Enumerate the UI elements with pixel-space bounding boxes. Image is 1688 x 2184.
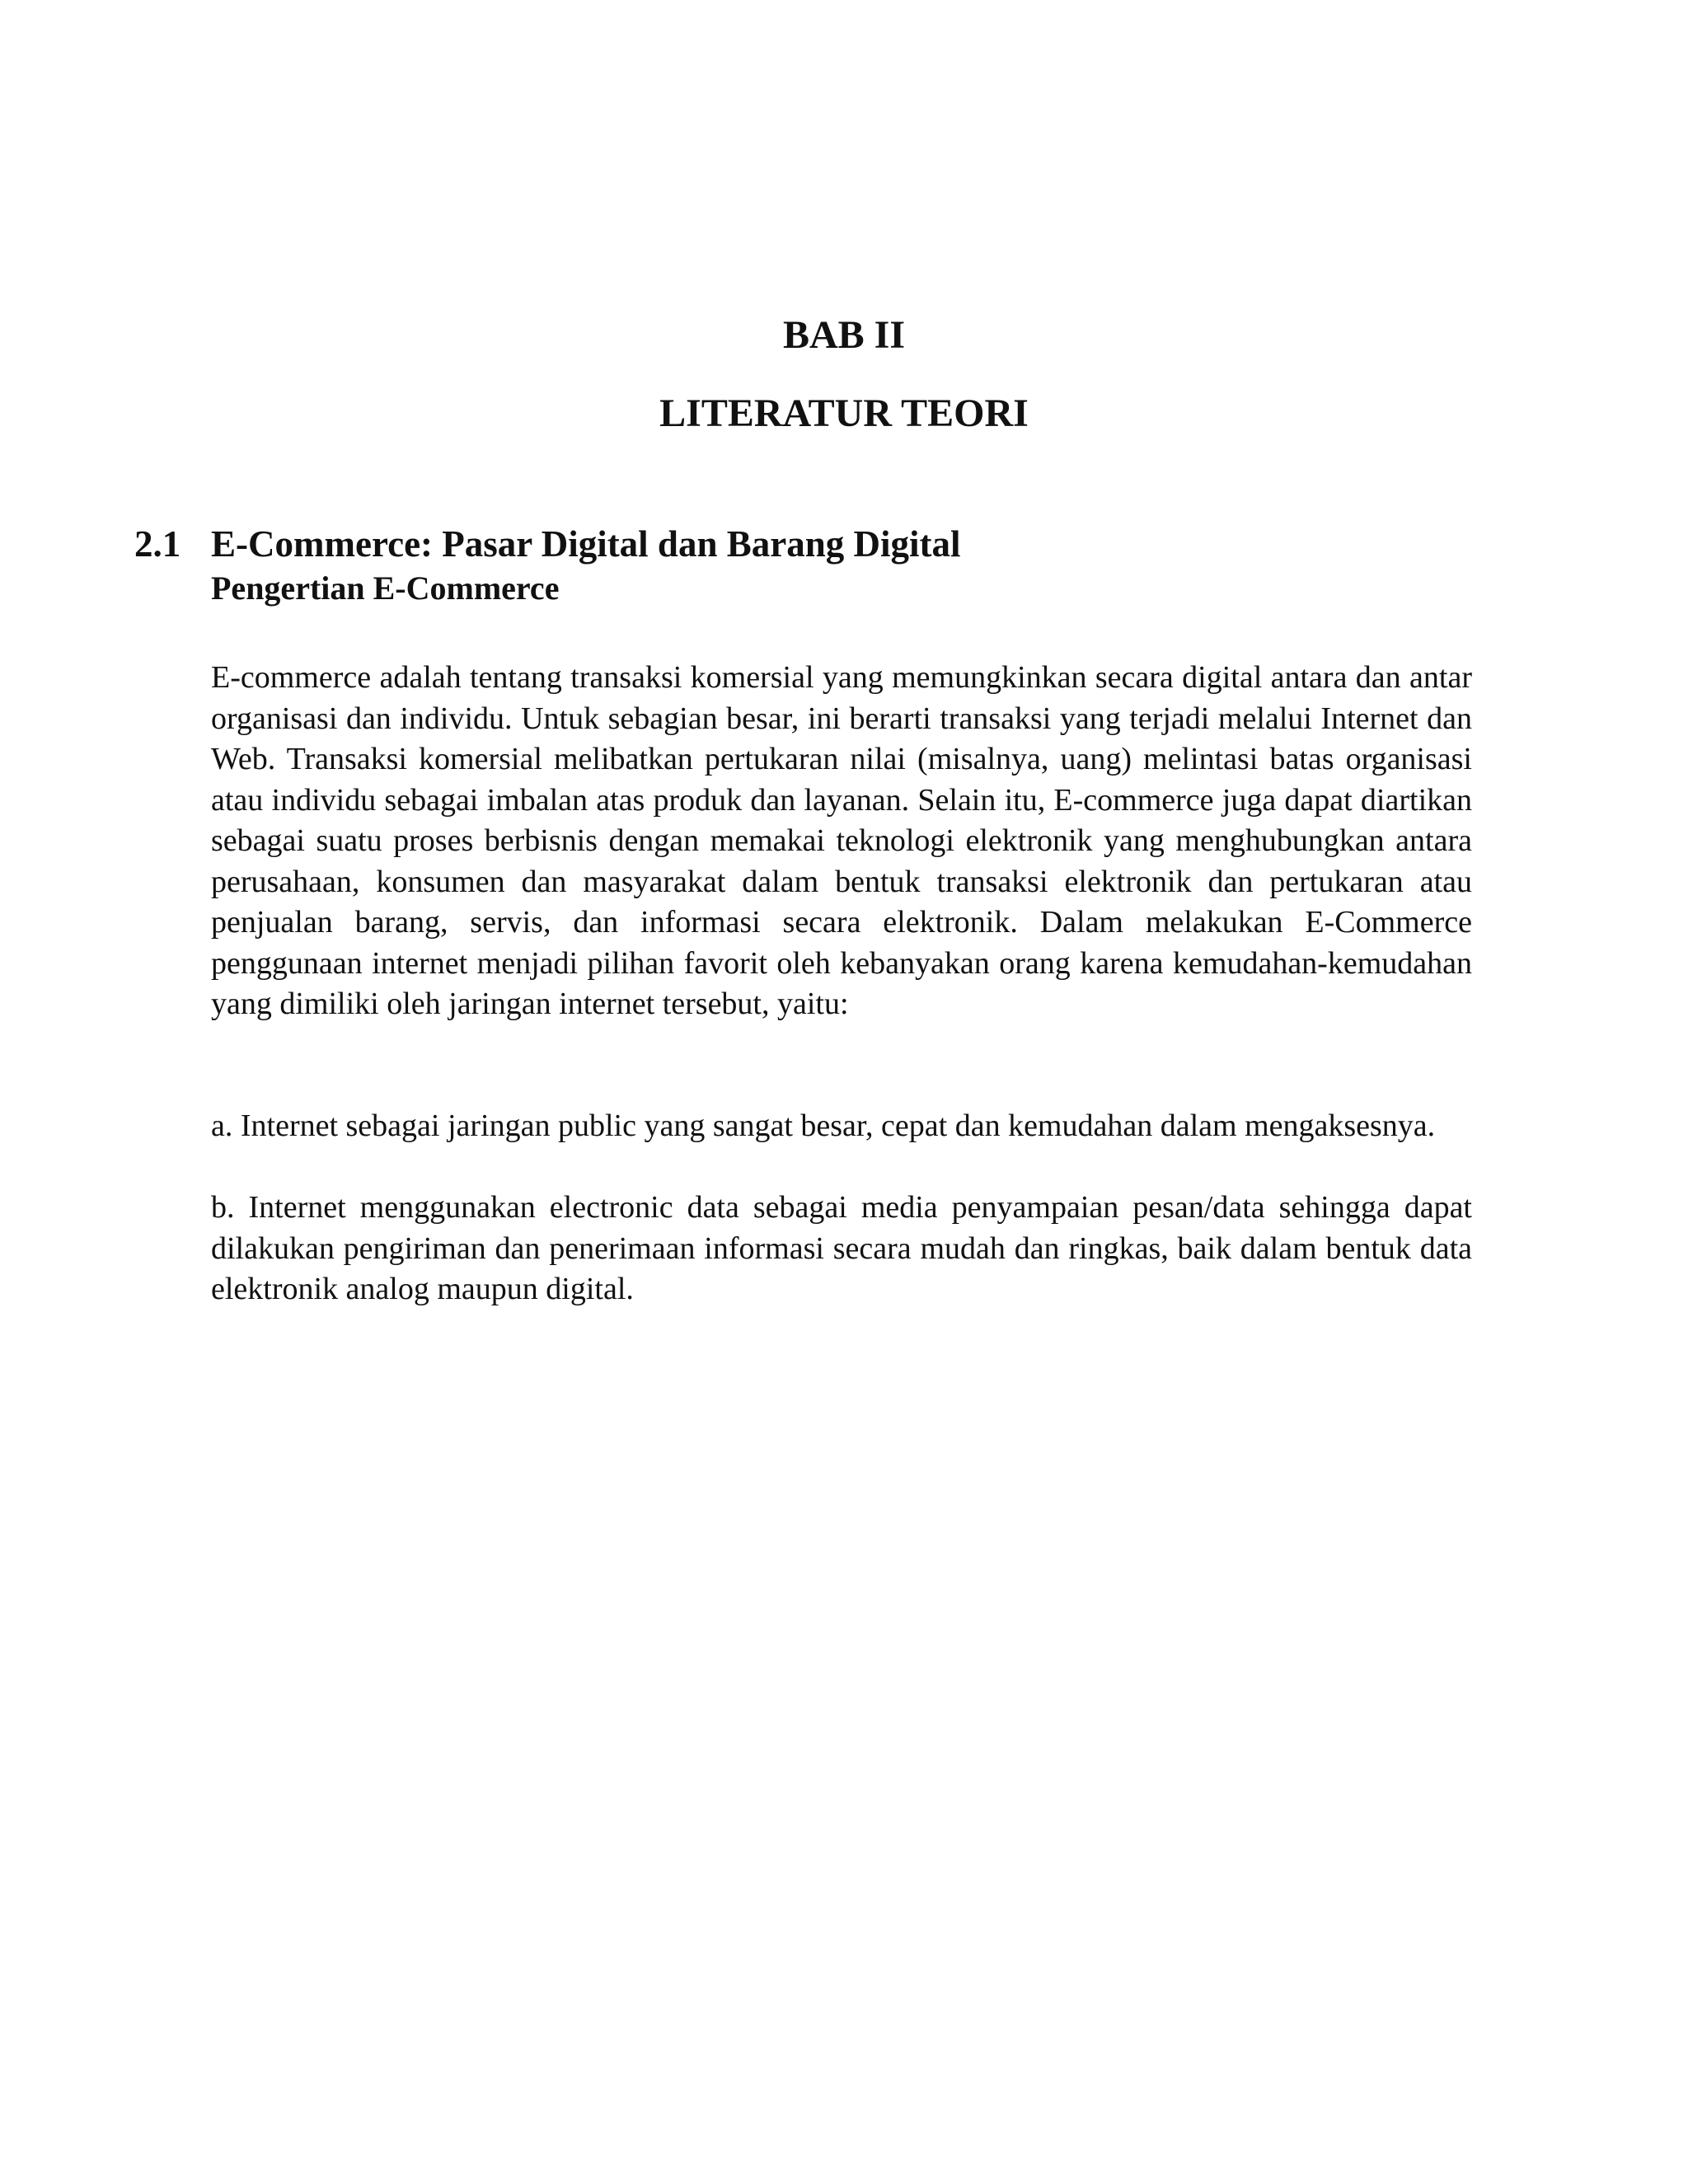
section-title: E-Commerce: Pasar Digital dan Barang Digital <box>211 523 961 565</box>
chapter-title: LITERATUR TEORI <box>659 391 1029 435</box>
body-paragraph: E-commerce adalah tentang transaksi komersial yang memungkinkan secara digital antara dan antar organisasi dan individu. Untuk sebagian besar, ini berarti transaksi yang terjadi melalui Internet dan Web. Transaksi komersial melibatkan pertukaran nilai (misalnya, uang) melintasi batas organisasi atau individu sebagai imbalan atas produk dan layanan. Selain itu, E-commerce juga dapat diartikan sebagai suatu proses berbisnis dengan memakai teknologi elektronik yang menghubungkan antara perusahaan, konsumen dan masyarakat dalam bentuk transaksi elektronik dan pertukaran atau penjualan barang, servis, dan informasi secara elektronik. Dalam melakukan E-Commerce penggunaan internet menjadi pilihan favorit oleh kebanyakan orang karena kemudahan-kemudahan yang dimiliki oleh jaringan internet tersebut, yaitu: <box>211 660 1472 1021</box>
chapter-number: BAB II <box>782 313 906 357</box>
list-item: b. Internet menggunakan electronic data sebagai media penyampaian pesan/data sehingga dapat dilakukan pengiriman dan penerimaan informasi secara mudah dan ringkas, baik dalam bentuk data elektronik analog maupun digital. <box>211 1190 1472 1306</box>
subsection-title: Pengertian E-Commerce <box>211 569 560 607</box>
list-item: a. Internet sebagai jaringan public yang sangat besar, cepat dan kemudahan dalam mengaksesnya. <box>211 1108 1436 1143</box>
section-number: 2.1 <box>134 523 181 565</box>
